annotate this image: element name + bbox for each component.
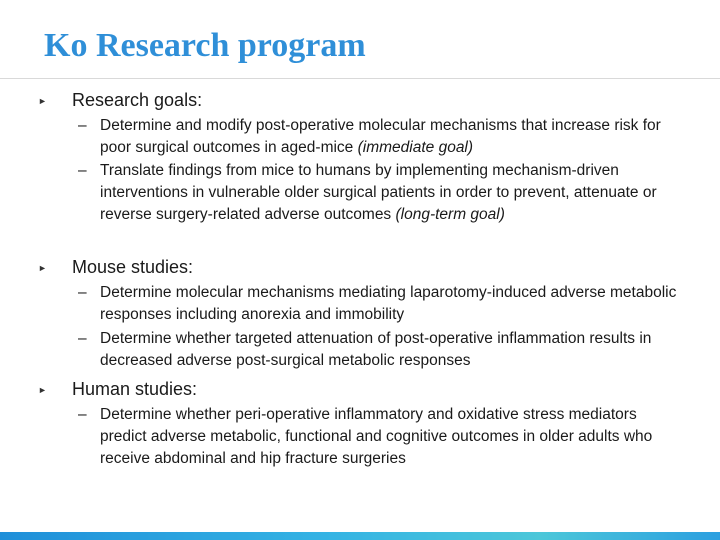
footer-gradient-bar: [0, 532, 720, 540]
mouse-study-item-1: [100, 282, 686, 326]
dash-icon: –: [78, 117, 87, 134]
dash-icon: –: [78, 284, 87, 301]
item-emphasis: (immediate goal): [357, 139, 474, 156]
human-study-item-1: [100, 404, 686, 470]
mouse-study-item-2: [100, 328, 686, 372]
item-text: Determine and modify post-operative molecular mechanisms that increase risk for poor surgical outcomes in aged-mice: [100, 117, 661, 156]
title-divider: [0, 78, 720, 79]
dash-icon: –: [78, 406, 87, 423]
bullet-arrow-icon: ►: [38, 96, 47, 106]
dash-icon: –: [78, 162, 87, 179]
section-heading-mouse-studies: Mouse studies:: [72, 257, 194, 277]
slide-title: Ko Research program: [44, 27, 366, 64]
research-goal-item-1: [100, 115, 686, 159]
section-heading-research-goals: Research goals:: [72, 90, 203, 110]
bullet-arrow-icon: ►: [38, 263, 47, 273]
item-text: Determine molecular mechanisms mediating laparotomy-induced adverse metabolic responses including anorexia and immobility: [100, 284, 677, 323]
section-heading-human-studies: Human studies:: [72, 379, 198, 399]
item-text: Determine whether targeted attenuation of post-operative inflammation results in decreased adverse post-surgical metabolic responses: [100, 330, 652, 369]
item-text: Translate findings from mice to humans by implementing mechanism-driven interventions in vulnerable older surgical patients in order to prevent, attenuate or reverse surgery-related adverse outcomes: [100, 162, 657, 223]
item-text: Determine whether peri-operative inflammatory and oxidative stress mediators predict adverse metabolic, functional and cognitive outcomes in older adults who receive abdominal and hip fracture surgeries: [100, 406, 653, 467]
item-emphasis: (long-term goal): [395, 206, 505, 223]
research-goal-item-2: [100, 160, 686, 226]
bullet-arrow-icon: ►: [38, 385, 47, 395]
dash-icon: –: [78, 330, 87, 347]
